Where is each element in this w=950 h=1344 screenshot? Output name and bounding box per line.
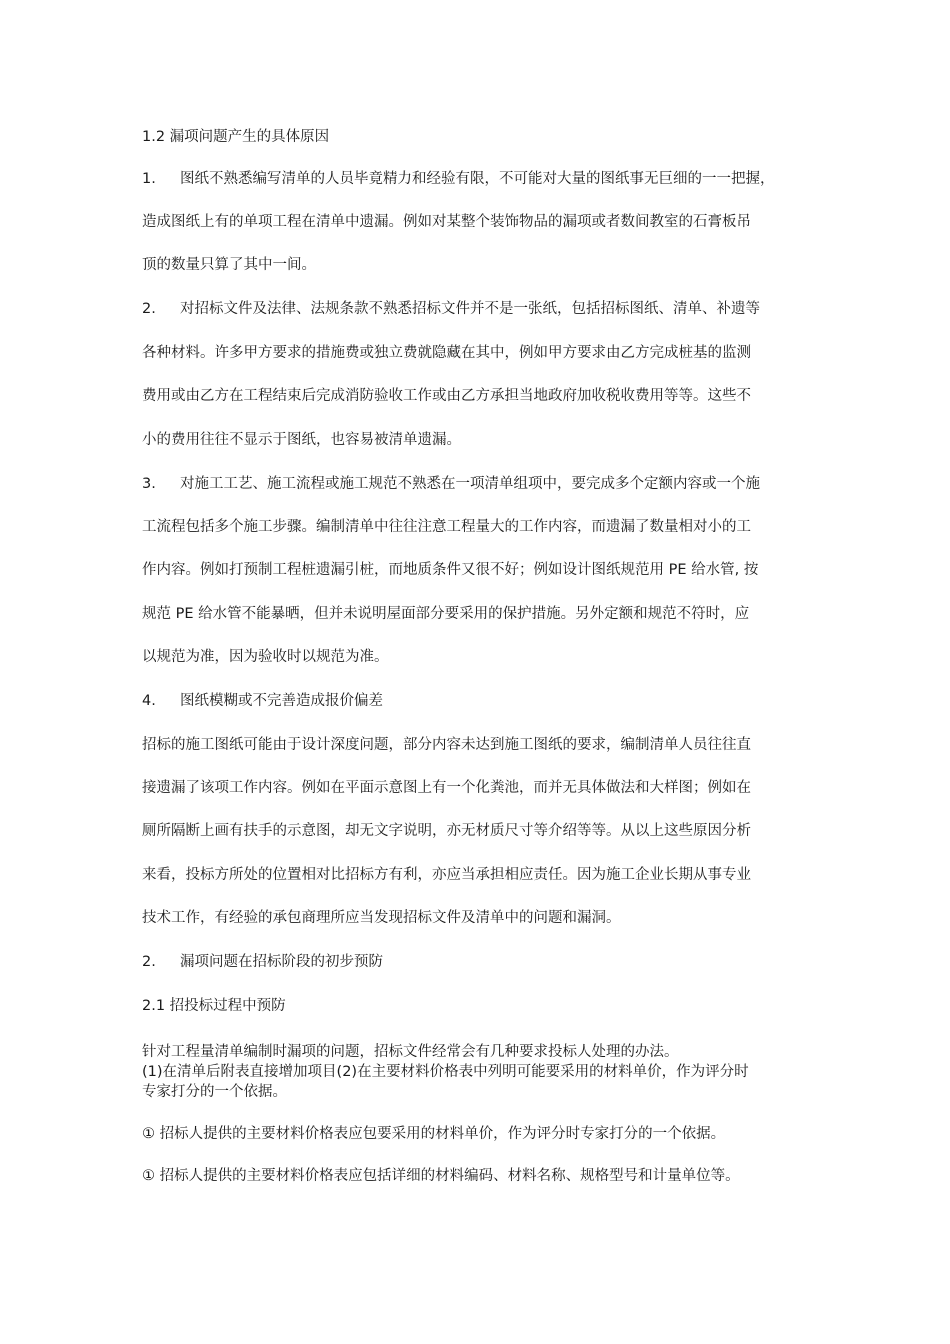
bullet-2: ① 招标人提供的主要材料价格表应包括详细的材料编码、材料名称、规格型号和计量单位等。 — [142, 1168, 740, 1184]
item-1-number: 1. — [142, 171, 156, 187]
item-2-line-2: 各种材料。许多甲方要求的措施费或独立费就隐藏在其中，例如甲方要求由乙方完成桩基的监测 — [142, 345, 751, 361]
item-3-line-2: 工流程包括多个施工步骤。编制清单中往往注意工程量大的工作内容，而遗漏了数量相对小的工 — [142, 519, 751, 535]
para-4-line-5: 技术工作，有经验的承包商理所应当发现招标文件及清单中的问题和漏洞。 — [142, 910, 621, 926]
bullet-1: ① 招标人提供的主要材料价格表应包要采用的材料单价，作为评分时专家打分的一个依据。 — [142, 1126, 726, 1142]
para-2-1-line-1: 针对工程量清单编制时漏项的问题，招标文件经常会有几种要求投标人处理的办法。 — [142, 1044, 679, 1060]
para-2-1-line-3: 专家打分的一个依据。 — [142, 1084, 287, 1100]
para-4-line-3: 厕所隔断上画有扶手的示意图，却无文字说明，亦无材质尺寸等介绍等等。从以上这些原因分析 — [142, 823, 751, 839]
heading-2-1: 2.1 招投标过程中预防 — [142, 998, 286, 1014]
item-2-line-1: 2. 对招标文件及法律、法规条款不熟悉招标文件并不是一张纸，包括招标图纸、清单、补遗等 — [142, 301, 760, 317]
para-4-line-2: 接遗漏了该项工作内容。例如在平面示意图上有一个化粪池，而并无具体做法和大样图；例如在 — [142, 780, 751, 796]
item-3-line-3: 作内容。例如打预制工程桩遗漏引桩，而地质条件又很不好；例如设计图纸规范用 PE 给水管, 按 — [142, 562, 759, 578]
section-2-number: 2. — [142, 954, 156, 970]
item-1-line-3: 顶的数量只算了其中一间。 — [142, 257, 316, 273]
item-4-number: 4. — [142, 693, 156, 709]
item-2-line-3: 费用或由乙方在工程结束后完成消防验收工作或由乙方承担当地政府加收税收费用等等。这些不 — [142, 388, 751, 404]
para-4-line-1: 招标的施工图纸可能由于设计深度问题，部分内容未达到施工图纸的要求，编制清单人员往往直 — [142, 737, 751, 753]
item-1-line-2: 造成图纸上有的单项工程在清单中遗漏。例如对某整个装饰物品的漏项或者数间教室的石膏板吊 — [142, 214, 751, 230]
item-3-number: 3. — [142, 476, 156, 492]
para-2-1-line-2: (1)在清单后附表直接增加项目(2)在主要材料价格表中列明可能要采用的材料单价，作为评分时 — [142, 1064, 749, 1080]
item-2-number: 2. — [142, 301, 156, 317]
item-3-line-1: 3. 对施工工艺、施工流程或施工规范不熟悉在一项清单组项中，要完成多个定额内容或一个施 — [142, 476, 760, 492]
item-4-line-1: 4. 图纸模糊或不完善造成报价偏差 — [142, 693, 383, 709]
para-4-line-4: 来看，投标方所处的位置相对比招标方有利，亦应当承担相应责任。因为施工企业长期从事专业 — [142, 867, 751, 883]
item-3-line-5: 以规范为准，因为验收时以规范为准。 — [142, 649, 389, 665]
item-3-line-4: 规范 PE 给水管不能暴晒，但并未说明屋面部分要采用的保护措施。另外定额和规范不符时，应 — [142, 606, 750, 622]
item-2-line-4: 小的费用往往不显示于图纸，也容易被清单遗漏。 — [142, 432, 461, 448]
item-1-line-1: 1. 图纸不熟悉编写清单的人员毕竟精力和经验有限，不可能对大量的图纸事无巨细的一一把握， — [142, 171, 775, 187]
section-2-heading: 2. 漏项问题在招标阶段的初步预防 — [142, 954, 383, 970]
heading-1-2: 1.2 漏项问题产生的具体原因 — [142, 129, 330, 145]
